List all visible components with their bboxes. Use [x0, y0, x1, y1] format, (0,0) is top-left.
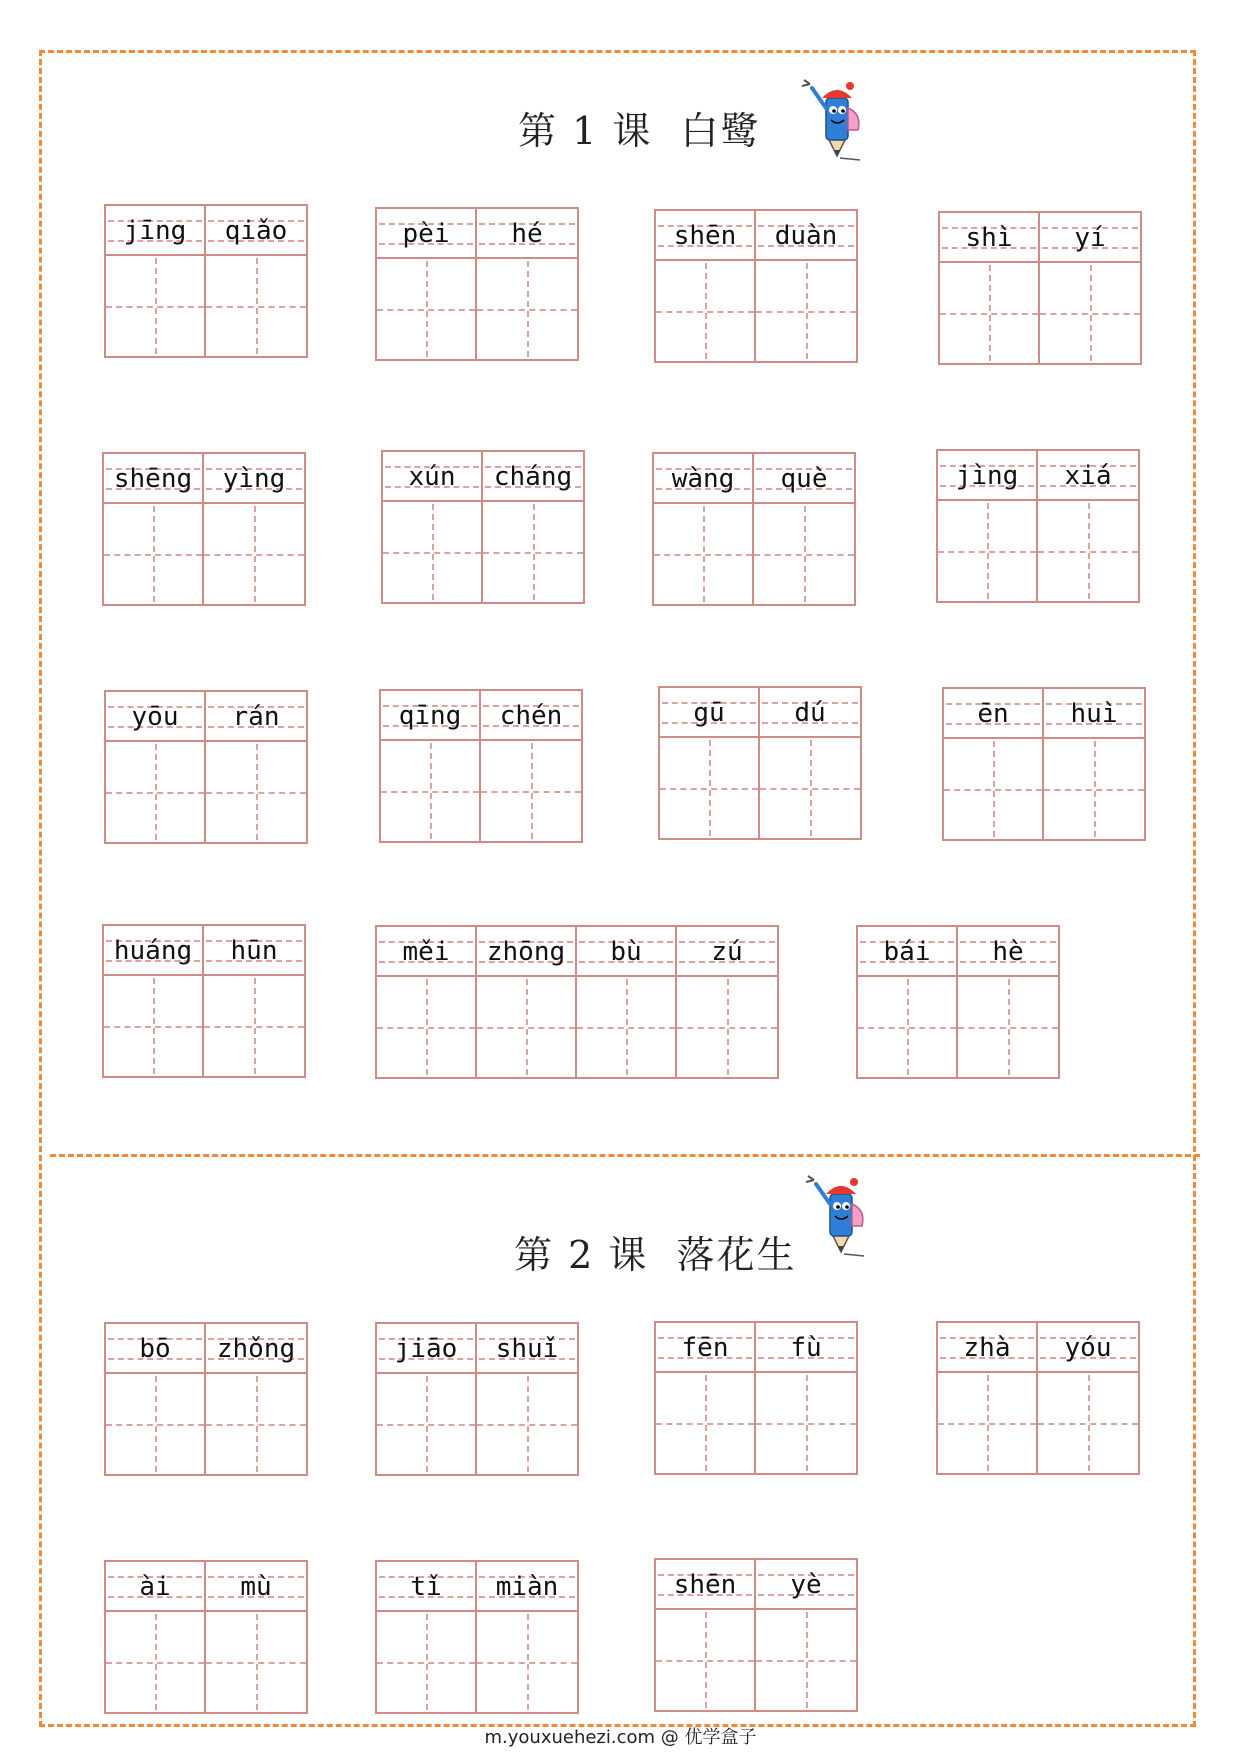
pinyin-text: ēn [977, 699, 1009, 729]
tianzige-cell[interactable] [206, 1562, 306, 1712]
pinyin-label [477, 1562, 577, 1612]
writing-grid [944, 741, 1042, 837]
pinyin-text: zhǒng [216, 1334, 296, 1364]
pinyin-text: bō [139, 1334, 171, 1364]
pinyin-label [756, 211, 856, 261]
writing-grid [477, 261, 577, 357]
tianzige-word-box [936, 449, 1140, 603]
tianzige-cell[interactable] [656, 1560, 756, 1710]
pinyin-text: shēn [673, 1570, 737, 1600]
pinyin-text: hūn [230, 936, 278, 966]
tianzige-cell[interactable] [106, 1562, 206, 1712]
writing-grid [756, 1375, 856, 1471]
tianzige-cell[interactable] [760, 688, 860, 838]
pinyin-label [377, 209, 475, 259]
pinyin-label [656, 1560, 754, 1610]
pinyin-text: gū [693, 698, 725, 728]
pinyin-label [656, 1323, 754, 1373]
writing-grid [760, 740, 860, 836]
writing-grid [677, 979, 777, 1075]
tianzige-cell[interactable] [756, 211, 856, 361]
pinyin-text: mù [240, 1572, 272, 1602]
tianzige-cell[interactable] [1040, 213, 1140, 363]
pinyin-label [206, 206, 306, 256]
writing-grid [206, 1614, 306, 1710]
tianzige-cell[interactable] [938, 451, 1038, 601]
pinyin-label [938, 1323, 1036, 1373]
writing-grid [206, 258, 306, 354]
tianzige-cell[interactable] [383, 452, 483, 602]
tianzige-cell[interactable] [106, 1324, 206, 1474]
tianzige-word-box [375, 207, 579, 361]
tianzige-cell[interactable] [1038, 1323, 1138, 1473]
tianzige-cell[interactable] [477, 1324, 577, 1474]
tianzige-word-box [938, 211, 1142, 365]
tianzige-word-box [652, 452, 856, 606]
tianzige-word-box [379, 689, 583, 843]
pinyin-text: chén [499, 701, 563, 731]
writing-grid [938, 503, 1036, 599]
tianzige-cell[interactable] [104, 454, 204, 604]
writing-grid [1038, 1375, 1138, 1471]
tianzige-word-box [654, 1321, 858, 1475]
pinyin-text: cháng [493, 462, 573, 492]
writing-grid [206, 1376, 306, 1472]
pinyin-text: miàn [495, 1572, 559, 1602]
pinyin-text: què [780, 464, 828, 494]
tianzige-cell[interactable] [381, 691, 481, 841]
pinyin-text: jīng [123, 216, 187, 246]
tianzige-word-box [856, 925, 1060, 1079]
tianzige-cell[interactable] [756, 1323, 856, 1473]
pinyin-label [106, 692, 204, 742]
pinyin-text: jiāo [394, 1334, 458, 1364]
tianzige-cell[interactable] [754, 454, 854, 604]
pinyin-label [206, 1324, 306, 1374]
writing-grid [477, 979, 575, 1075]
pinyin-text: shì [965, 223, 1013, 253]
tianzige-cell[interactable] [206, 692, 306, 842]
pinyin-text: zhōng [486, 937, 566, 967]
writing-grid [654, 506, 752, 602]
lesson-title: 第 1 课 白鹭 [518, 109, 761, 153]
tianzige-cell[interactable] [377, 927, 477, 1077]
pinyin-text: xiá [1064, 461, 1112, 491]
pinyin-text: shēng [113, 464, 193, 494]
pinyin-label [204, 454, 304, 504]
pinyin-label [677, 927, 777, 977]
tianzige-cell[interactable] [104, 926, 204, 1076]
tianzige-cell[interactable] [1038, 451, 1138, 601]
writing-grid [756, 1612, 856, 1708]
pinyin-label [858, 927, 956, 977]
pinyin-text: qīng [398, 701, 462, 731]
tianzige-word-box [375, 1560, 579, 1714]
pinyin-label [754, 454, 854, 504]
pinyin-text: duàn [774, 221, 838, 251]
pinyin-label [1040, 213, 1140, 263]
writing-grid [106, 1376, 204, 1472]
pinyin-label [104, 926, 202, 976]
pinyin-label [940, 213, 1038, 263]
pinyin-label [1044, 689, 1144, 739]
writing-grid [656, 263, 754, 359]
tianzige-word-box [104, 690, 308, 844]
tianzige-word-box [104, 204, 308, 358]
pinyin-text: shēn [673, 221, 737, 251]
tianzige-cell[interactable] [483, 452, 583, 602]
pinyin-text: yè [790, 1570, 822, 1600]
pinyin-label [104, 454, 202, 504]
pinyin-text: yìng [222, 464, 286, 494]
pinyin-text: zú [711, 937, 743, 967]
writing-grid [106, 1614, 204, 1710]
pinyin-label [656, 211, 754, 261]
writing-grid [106, 258, 204, 354]
tianzige-cell[interactable] [377, 209, 477, 359]
writing-grid [377, 261, 475, 357]
pinyin-text: bù [610, 937, 642, 967]
tianzige-word-box [936, 1321, 1140, 1475]
pinyin-label [477, 1324, 577, 1374]
pinyin-label [483, 452, 583, 502]
tianzige-word-box [104, 1560, 308, 1714]
tianzige-cell[interactable] [756, 1560, 856, 1710]
writing-grid [577, 979, 675, 1075]
tianzige-cell[interactable] [940, 213, 1040, 363]
pinyin-text: fù [790, 1333, 822, 1363]
tianzige-cell[interactable] [206, 206, 306, 356]
pinyin-text: pèi [402, 219, 450, 249]
tianzige-cell[interactable] [481, 691, 581, 841]
pinyin-text: shuǐ [495, 1334, 559, 1364]
writing-grid [958, 979, 1058, 1075]
pinyin-text: wàng [671, 464, 735, 494]
tianzige-cell[interactable] [377, 1324, 477, 1474]
tianzige-word-box [375, 1322, 579, 1476]
pinyin-label [481, 691, 581, 741]
pinyin-text: yóu [1064, 1333, 1112, 1363]
tianzige-cell[interactable] [654, 454, 754, 604]
pinyin-label [383, 452, 481, 502]
tianzige-word-box [381, 450, 585, 604]
tianzige-word-box [104, 1322, 308, 1476]
writing-grid [483, 504, 583, 600]
writing-grid [477, 1614, 577, 1710]
pinyin-text: yí [1074, 223, 1106, 253]
pinyin-text: xún [408, 462, 456, 492]
pinyin-label [756, 1323, 856, 1373]
writing-grid [381, 743, 479, 839]
pinyin-label [377, 1324, 475, 1374]
pinyin-text: yōu [131, 702, 179, 732]
writing-grid [1044, 741, 1144, 837]
tianzige-cell[interactable] [204, 454, 304, 604]
writing-grid [377, 1614, 475, 1710]
tianzige-cell[interactable] [106, 206, 206, 356]
tianzige-word-box [654, 1558, 858, 1712]
tianzige-cell[interactable] [204, 926, 304, 1076]
pinyin-label [477, 927, 575, 977]
tianzige-cell[interactable] [938, 1323, 1038, 1473]
tianzige-word-box [102, 924, 306, 1078]
writing-grid [1040, 265, 1140, 361]
pinyin-label [377, 927, 475, 977]
pinyin-label [1038, 1323, 1138, 1373]
tianzige-cell[interactable] [677, 927, 777, 1077]
pinyin-label [938, 451, 1036, 501]
writing-grid [756, 263, 856, 359]
writing-grid [938, 1375, 1036, 1471]
pinyin-text: qiǎo [224, 216, 288, 246]
pinyin-text: huì [1070, 699, 1118, 729]
writing-grid [477, 1376, 577, 1472]
pinyin-label [760, 688, 860, 738]
writing-grid [1038, 503, 1138, 599]
pinyin-label [654, 454, 752, 504]
writing-grid [104, 506, 202, 602]
writing-grid [754, 506, 854, 602]
tianzige-word-box [654, 209, 858, 363]
writing-grid [656, 1612, 754, 1708]
pinyin-label [206, 1562, 306, 1612]
pinyin-text: rán [232, 702, 280, 732]
pinyin-text: tǐ [410, 1572, 442, 1602]
tianzige-cell[interactable] [477, 209, 577, 359]
pencil-mascot-icon [804, 1174, 876, 1258]
writing-grid [481, 743, 581, 839]
pinyin-text: hé [511, 219, 543, 249]
writing-grid [383, 504, 481, 600]
tianzige-word-box [375, 925, 779, 1079]
tianzige-cell[interactable] [577, 927, 677, 1077]
pinyin-text: dú [794, 698, 826, 728]
pinyin-label [944, 689, 1042, 739]
pinyin-text: zhà [963, 1333, 1011, 1363]
tianzige-cell[interactable] [477, 1562, 577, 1712]
pinyin-label [381, 691, 479, 741]
pinyin-label [477, 209, 577, 259]
tianzige-cell[interactable] [377, 1562, 477, 1712]
pinyin-label [106, 206, 204, 256]
writing-grid [204, 978, 304, 1074]
tianzige-cell[interactable] [656, 1323, 756, 1473]
pinyin-text: bái [883, 937, 931, 967]
pinyin-text: huáng [113, 936, 193, 966]
pinyin-text: měi [402, 937, 450, 967]
tianzige-cell[interactable] [477, 927, 577, 1077]
lesson-divider [50, 1154, 1200, 1157]
pinyin-label [756, 1560, 856, 1610]
pencil-mascot-icon [800, 78, 872, 162]
tianzige-cell[interactable] [106, 692, 206, 842]
writing-grid [206, 744, 306, 840]
tianzige-cell[interactable] [660, 688, 760, 838]
tianzige-word-box [102, 452, 306, 606]
pinyin-label [958, 927, 1058, 977]
pinyin-label [660, 688, 758, 738]
writing-grid [858, 979, 956, 1075]
writing-grid [377, 979, 475, 1075]
tianzige-cell[interactable] [944, 689, 1044, 839]
pinyin-label [206, 692, 306, 742]
lesson-title: 第 2 课 落花生 [514, 1233, 797, 1277]
pinyin-text: jìng [955, 461, 1019, 491]
writing-grid [377, 1376, 475, 1472]
pinyin-label [204, 926, 304, 976]
pinyin-label [577, 927, 675, 977]
writing-grid [660, 740, 758, 836]
pinyin-label [106, 1324, 204, 1374]
writing-grid [104, 978, 202, 1074]
writing-grid [940, 265, 1038, 361]
writing-grid [204, 506, 304, 602]
pinyin-text: ài [139, 1572, 171, 1602]
tianzige-cell[interactable] [858, 927, 958, 1077]
pinyin-text: fēn [681, 1333, 729, 1363]
tianzige-word-box [942, 687, 1146, 841]
writing-grid [106, 744, 204, 840]
tianzige-cell[interactable] [958, 927, 1058, 1077]
tianzige-cell[interactable] [656, 211, 756, 361]
pinyin-label [106, 1562, 204, 1612]
pinyin-label [1038, 451, 1138, 501]
pinyin-label [377, 1562, 475, 1612]
footer-source: m.youxuehezi.com @ 优学盒子 [484, 1727, 757, 1748]
tianzige-word-box [658, 686, 862, 840]
tianzige-cell[interactable] [206, 1324, 306, 1474]
tianzige-cell[interactable] [1044, 689, 1144, 839]
writing-grid [656, 1375, 754, 1471]
pinyin-text: hè [992, 937, 1024, 967]
